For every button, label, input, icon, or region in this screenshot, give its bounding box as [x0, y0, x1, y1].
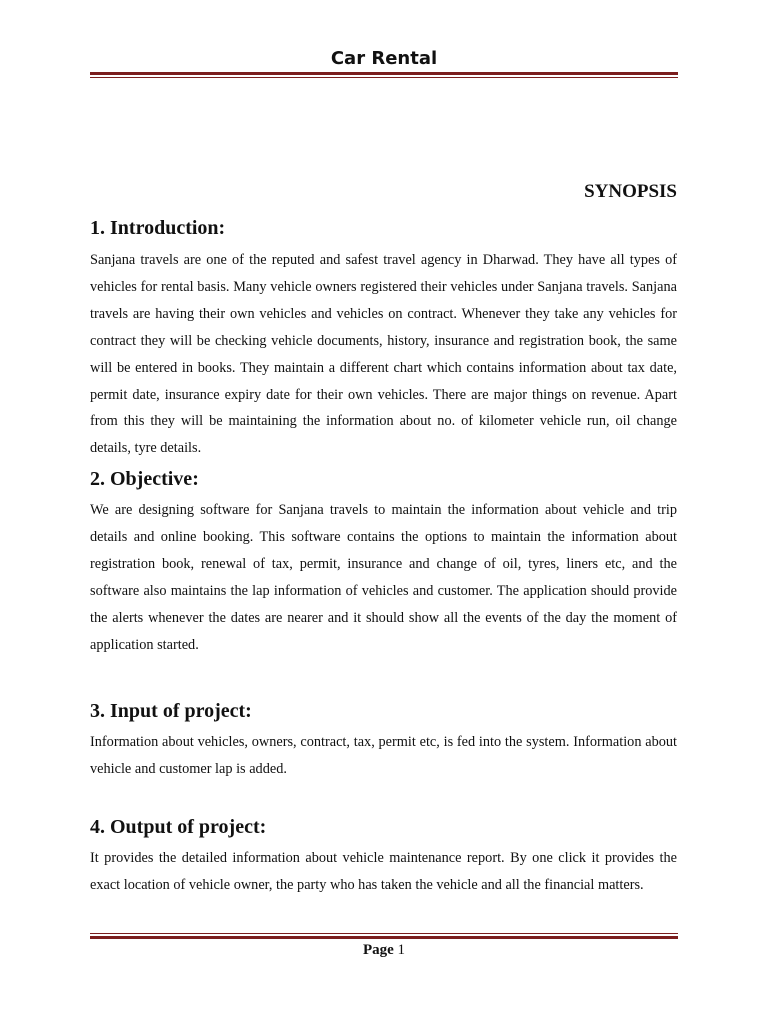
section-body-output: It provides the detailed information about vehicle maintenance report. By one click it provides the exact location of vehicle owner, the party who has taken the vehicle and all the financial matters.: [90, 850, 677, 893]
page-number: 1: [397, 942, 406, 958]
page-label: Page: [362, 942, 394, 958]
running-header-title: Car Rental: [330, 48, 438, 69]
synopsis-title: SYNOPSIS: [584, 181, 677, 202]
section-heading-input: 3. Input of project:: [90, 700, 252, 722]
section-heading-output: 4. Output of project:: [90, 816, 267, 838]
section-body-introduction: Sanjana travels are one of the reputed and safest travel agency in Dharwad. They have all types of vehicles for rental basis. Many vehicle owners registered their vehicles under Sanjana travels. Sanjana travels are having their own vehicles and vehicles on contract. Whenever they take any vehicles for contract they will be checking vehicle documents, history, insurance and registration book, the same will be entered in books. They maintain a different chart which contains information about tax date, permit date, insurance expiry date for their own vehicles. There are major things on revenue. Apart from this they will be maintaining the information about no. of kilometer vehicle run, oil change details, tyre details.: [90, 252, 677, 457]
section-heading-objective: 2. Objective:: [90, 468, 199, 490]
header-rule: [90, 72, 678, 78]
section-body-input: Information about vehicles, owners, contract, tax, permit etc, is fed into the system. Information about vehicle and customer lap is added.: [90, 734, 677, 777]
page-footer: [0, 939, 768, 961]
section-heading-introduction: 1. Introduction:: [90, 217, 226, 239]
section-body-objective: We are designing software for Sanjana travels to maintain the information about vehicle and trip details and online booking. This software contains the options to maintain the information about registration book, renewal of tax, permit, insurance and change of oil, tyres, liners etc, and the software also maintains the lap information of vehicles and customer. The application should provide the alerts whenever the dates are nearer and it should show all the events of the day the moment of application started.: [90, 502, 677, 653]
